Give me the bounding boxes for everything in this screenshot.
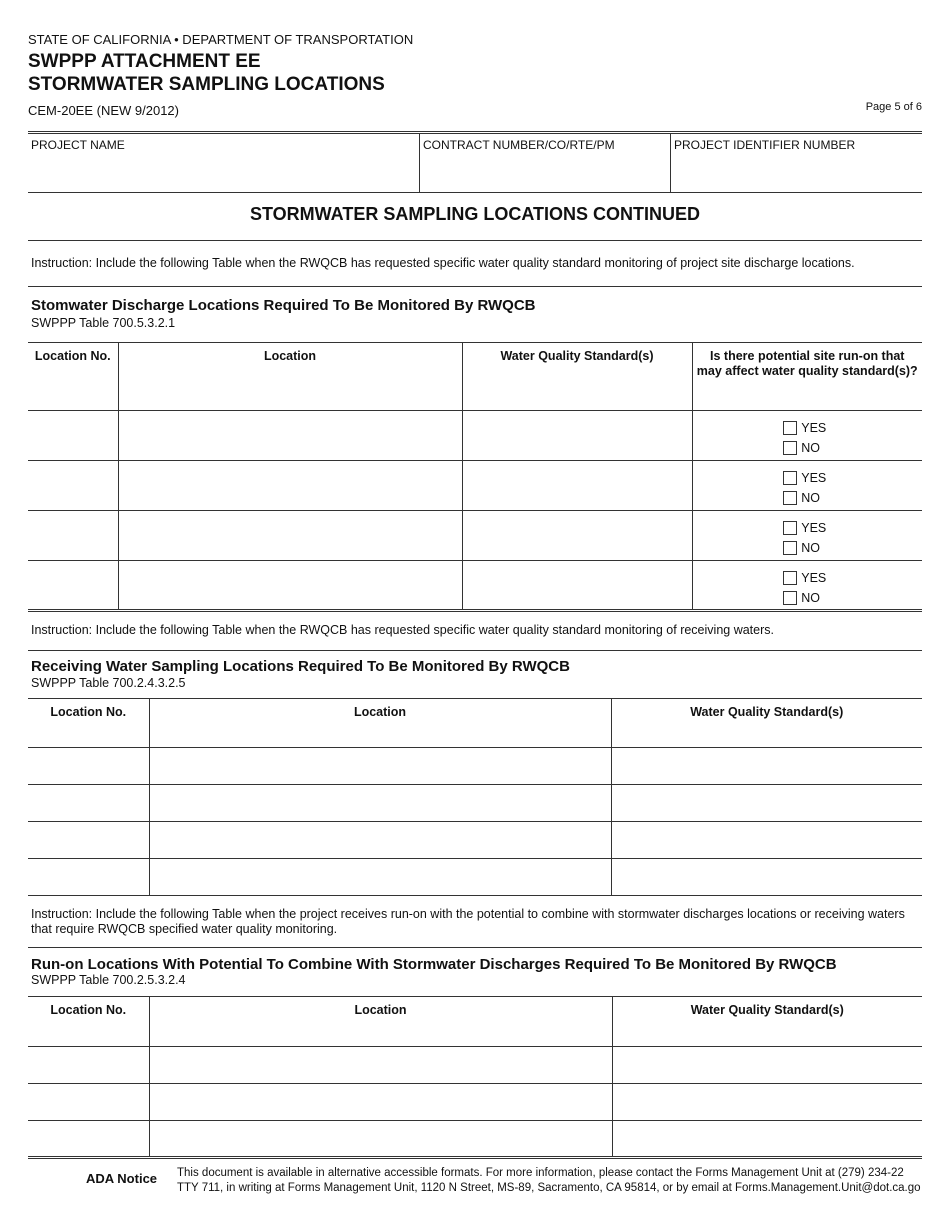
table-row bbox=[28, 511, 922, 561]
no-checkbox[interactable]: NO bbox=[783, 441, 831, 455]
ada-notice-line2: TTY 711, in writing at Forms Management Unit, 1120 N Street, MS-89, Sacramento, CA 95814, or by email at Forms.Management.Unit@dot.ca.go bbox=[177, 1182, 921, 1194]
location-no-cell[interactable] bbox=[28, 748, 149, 785]
col-water-quality: Water Quality Standard(s) bbox=[612, 997, 922, 1047]
col-runon: Is there potential site run-on that may affect water quality standard(s)? bbox=[692, 343, 922, 411]
location-cell[interactable] bbox=[149, 859, 611, 896]
form-title-line2: STORMWATER SAMPLING LOCATIONS bbox=[28, 74, 385, 95]
table2-subtitle: SWPPP Table 700.2.4.3.2.5 bbox=[31, 676, 186, 690]
water-quality-cell[interactable] bbox=[612, 1084, 922, 1121]
form-title bbox=[28, 50, 385, 96]
page-number: Page 5 of 6 bbox=[865, 101, 922, 113]
location-no-cell[interactable] bbox=[28, 1084, 149, 1121]
water-quality-cell[interactable] bbox=[612, 1121, 922, 1158]
table-row bbox=[28, 561, 922, 611]
ada-notice-text bbox=[177, 1166, 950, 1196]
table3-title: Run-on Locations With Potential To Combine With Stormwater Discharges Required To Be Monitored By RWQCB bbox=[31, 956, 837, 973]
checkbox-box[interactable] bbox=[783, 421, 797, 435]
table-row bbox=[28, 1084, 922, 1121]
form-number: CEM-20EE (NEW 9/2012) bbox=[28, 103, 179, 118]
col-location: Location bbox=[149, 997, 612, 1047]
runon-cell bbox=[692, 411, 922, 461]
table-row bbox=[28, 1047, 922, 1084]
col-water-quality: Water Quality Standard(s) bbox=[462, 343, 692, 411]
water-quality-cell[interactable] bbox=[462, 461, 692, 511]
location-cell[interactable] bbox=[149, 1121, 612, 1158]
checkbox-box[interactable] bbox=[783, 441, 797, 455]
table3-subtitle: SWPPP Table 700.2.5.3.2.4 bbox=[31, 973, 186, 987]
location-cell[interactable] bbox=[118, 411, 462, 461]
table-row bbox=[28, 1121, 922, 1158]
location-cell[interactable] bbox=[149, 1047, 612, 1084]
location-no-cell[interactable] bbox=[28, 461, 118, 511]
water-quality-cell[interactable] bbox=[611, 785, 922, 822]
divider bbox=[28, 947, 922, 948]
table-row bbox=[28, 411, 922, 461]
table3-instruction: Instruction: Include the following Table when the project receives run-on with the potential to combine with stormwater discharges locations or receiving waters that require RWQCB specified water quality monitoring. bbox=[31, 907, 905, 936]
receiving-water-table bbox=[28, 698, 922, 896]
divider bbox=[28, 286, 922, 287]
table1-title: Stomwater Discharge Locations Required To Be Monitored By RWQCB bbox=[31, 297, 536, 314]
divider bbox=[28, 240, 922, 241]
no-checkbox[interactable]: NO bbox=[783, 491, 831, 505]
table-row bbox=[28, 748, 922, 785]
water-quality-cell[interactable] bbox=[611, 822, 922, 859]
location-cell[interactable] bbox=[118, 511, 462, 561]
checkbox-box[interactable] bbox=[783, 571, 797, 585]
ada-notice-line1: This document is available in alternative accessible formats. For more information, please contact the Forms Management Unit at (279) 234-22 bbox=[177, 1167, 904, 1179]
project-identifier-field[interactable] bbox=[670, 134, 922, 192]
location-no-cell[interactable] bbox=[28, 1121, 149, 1158]
contract-number-label: CONTRACT NUMBER/CO/RTE/PM bbox=[423, 138, 615, 152]
location-no-cell[interactable] bbox=[28, 785, 149, 822]
project-identifier-label: PROJECT IDENTIFIER NUMBER bbox=[674, 138, 856, 152]
location-cell[interactable] bbox=[149, 822, 611, 859]
checkbox-box[interactable] bbox=[783, 541, 797, 555]
col-location: Location bbox=[149, 699, 611, 748]
water-quality-cell[interactable] bbox=[462, 561, 692, 611]
location-no-cell[interactable] bbox=[28, 561, 118, 611]
water-quality-cell[interactable] bbox=[462, 411, 692, 461]
col-water-quality: Water Quality Standard(s) bbox=[611, 699, 922, 748]
location-cell[interactable] bbox=[118, 461, 462, 511]
location-cell[interactable] bbox=[118, 561, 462, 611]
section-title: STORMWATER SAMPLING LOCATIONS CONTINUED bbox=[250, 204, 700, 224]
location-no-cell[interactable] bbox=[28, 411, 118, 461]
checkbox-box[interactable] bbox=[783, 521, 797, 535]
col-location: Location bbox=[118, 343, 462, 411]
location-no-cell[interactable] bbox=[28, 511, 118, 561]
form-title-line1: SWPPP ATTACHMENT EE bbox=[28, 51, 261, 72]
checkbox-box[interactable] bbox=[783, 591, 797, 605]
yes-checkbox[interactable]: YES bbox=[783, 521, 831, 535]
location-cell[interactable] bbox=[149, 785, 611, 822]
project-info-box bbox=[28, 131, 922, 193]
runon-cell bbox=[692, 461, 922, 511]
checkbox-box[interactable] bbox=[783, 471, 797, 485]
table2-instruction: Instruction: Include the following Table when the RWQCB has requested specific water quality standard monitoring of receiving waters. bbox=[31, 623, 774, 637]
table1-instruction: Instruction: Include the following Table when the RWQCB has requested specific water quality standard monitoring of project site discharge locations. bbox=[31, 256, 855, 270]
agency-line: STATE OF CALIFORNIA • DEPARTMENT OF TRANSPORTATION bbox=[28, 32, 414, 47]
yes-checkbox[interactable]: YES bbox=[783, 421, 831, 435]
water-quality-cell[interactable] bbox=[612, 1047, 922, 1084]
location-cell[interactable] bbox=[149, 748, 611, 785]
location-no-cell[interactable] bbox=[28, 859, 149, 896]
table-row bbox=[28, 461, 922, 511]
table-row bbox=[28, 822, 922, 859]
yes-checkbox[interactable]: YES bbox=[783, 471, 831, 485]
location-no-cell[interactable] bbox=[28, 1047, 149, 1084]
water-quality-cell[interactable] bbox=[462, 511, 692, 561]
contract-number-field[interactable] bbox=[419, 134, 670, 192]
no-checkbox[interactable]: NO bbox=[783, 541, 831, 555]
location-cell[interactable] bbox=[149, 1084, 612, 1121]
runon-cell bbox=[692, 511, 922, 561]
col-location-no: Location No. bbox=[50, 1003, 127, 1017]
project-name-field[interactable] bbox=[28, 134, 419, 192]
ada-notice-label: ADA Notice bbox=[86, 1171, 158, 1186]
runon-cell bbox=[692, 561, 922, 611]
table1-subtitle: SWPPP Table 700.5.3.2.1 bbox=[31, 316, 176, 330]
col-location-no: Location No. bbox=[50, 705, 127, 719]
discharge-locations-table bbox=[28, 342, 922, 612]
project-name-label: PROJECT NAME bbox=[31, 138, 125, 152]
table-row bbox=[28, 785, 922, 822]
checkbox-box[interactable] bbox=[783, 491, 797, 505]
runon-locations-table bbox=[28, 996, 922, 1159]
col-location-no: Location No. bbox=[34, 349, 111, 363]
table2-title: Receiving Water Sampling Locations Required To Be Monitored By RWQCB bbox=[31, 658, 570, 675]
yes-checkbox[interactable]: YES bbox=[783, 571, 831, 585]
table-row bbox=[28, 859, 922, 896]
location-no-cell[interactable] bbox=[28, 822, 149, 859]
water-quality-cell[interactable] bbox=[611, 748, 922, 785]
divider bbox=[28, 650, 922, 651]
no-checkbox[interactable]: NO bbox=[783, 591, 831, 605]
water-quality-cell[interactable] bbox=[611, 859, 922, 896]
